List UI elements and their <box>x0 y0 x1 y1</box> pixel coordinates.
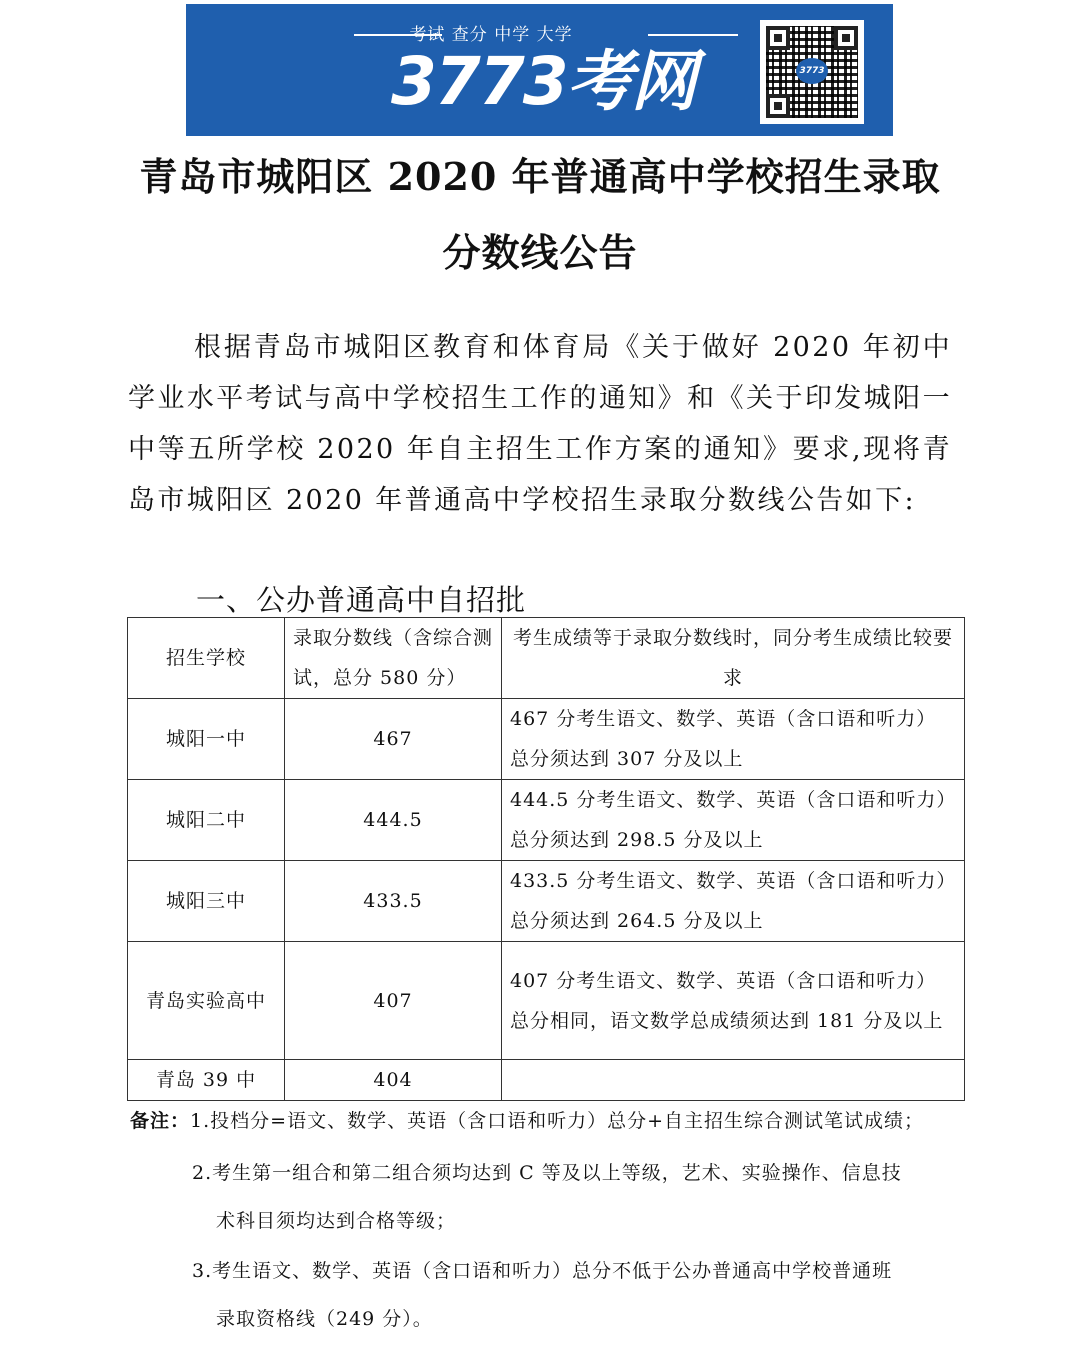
note-item-2-line1: 2.考生第一组合和第二组合须均达到 C 等及以上等级，艺术、实验操作、信息技 <box>192 1162 902 1184</box>
table-row <box>128 861 965 942</box>
cell-school: 青岛 39 中 <box>128 1060 285 1101</box>
cell-score: 444.5 <box>285 780 502 861</box>
document-title-line2: 分数线公告 <box>442 230 638 275</box>
note-item-2-line2: 术科目须均达到合格等级； <box>216 1210 457 1232</box>
header-banner <box>186 4 893 136</box>
cell-rule <box>502 1060 965 1101</box>
qr-badge-logo: 3773 <box>796 58 828 84</box>
cell-school: 城阳二中 <box>128 780 285 861</box>
cell-rule: 407 分考生语文、数学、英语（含口语和听力）总分相同，语文数学总成绩须达到 181 分及以上 <box>502 942 965 1060</box>
cell-rule: 444.5 分考生语文、数学、英语（含口语和听力）总分须达到 298.5 分及以上 <box>502 780 965 861</box>
note-item-3-line2: 录取资格线（249 分）。 <box>216 1308 433 1330</box>
table-row <box>128 699 965 780</box>
site-logo[interactable]: 3773考网 <box>391 43 695 120</box>
cell-rule: 433.5 分考生语文、数学、英语（含口语和听力）总分须达到 264.5 分及以上 <box>502 861 965 942</box>
banner-tagline: 考试 查分 中学 大学 <box>409 25 573 45</box>
table-row <box>128 1060 965 1101</box>
banner-divider-right <box>648 34 738 36</box>
intro-paragraph: 根据青岛市城阳区教育和体育局《关于做好 2020 年初中学业水平考试与高中学校招生工作的通知》和《关于印发城阳一中等五所学校 2020 年自主招生工作方案的通知》要求,现将青岛市城阳区 2020 年普通高中学校招生录取分数线公告如下: <box>128 332 952 516</box>
section-heading: 一、公办普通高中自招批 <box>196 583 527 617</box>
cell-score: 404 <box>285 1060 502 1101</box>
document-title-line1: 青岛市城阳区 2020 年普通高中学校招生录取 <box>139 154 941 199</box>
table-row <box>128 780 965 861</box>
table-header-row <box>128 618 965 699</box>
header-rule: 考生成绩等于录取分数线时，同分考生成绩比较要求 <box>502 618 965 699</box>
note-item-1: 1.投档分=语文、数学、英语（含口语和听力）总分+自主招生综合测试笔试成绩； <box>190 1110 924 1132</box>
cell-score: 467 <box>285 699 502 780</box>
admission-score-table <box>127 617 965 1101</box>
note-item-3-line1: 3.考生语文、数学、英语（含口语和听力）总分不低于公办普通高中学校普通班 <box>192 1260 893 1282</box>
cell-score: 407 <box>285 942 502 1060</box>
notes-label: 备注： <box>130 1110 191 1132</box>
cell-score: 433.5 <box>285 861 502 942</box>
cell-school: 城阳一中 <box>128 699 285 780</box>
cell-school: 青岛实验高中 <box>128 942 285 1060</box>
table-row <box>128 942 965 1060</box>
cell-rule: 467 分考生语文、数学、英语（含口语和听力）总分须达到 307 分及以上 <box>502 699 965 780</box>
header-score: 录取分数线（含综合测试，总分 580 分） <box>285 618 502 699</box>
header-school: 招生学校 <box>128 618 285 699</box>
cell-school: 城阳三中 <box>128 861 285 942</box>
qr-code-icon <box>760 20 864 124</box>
